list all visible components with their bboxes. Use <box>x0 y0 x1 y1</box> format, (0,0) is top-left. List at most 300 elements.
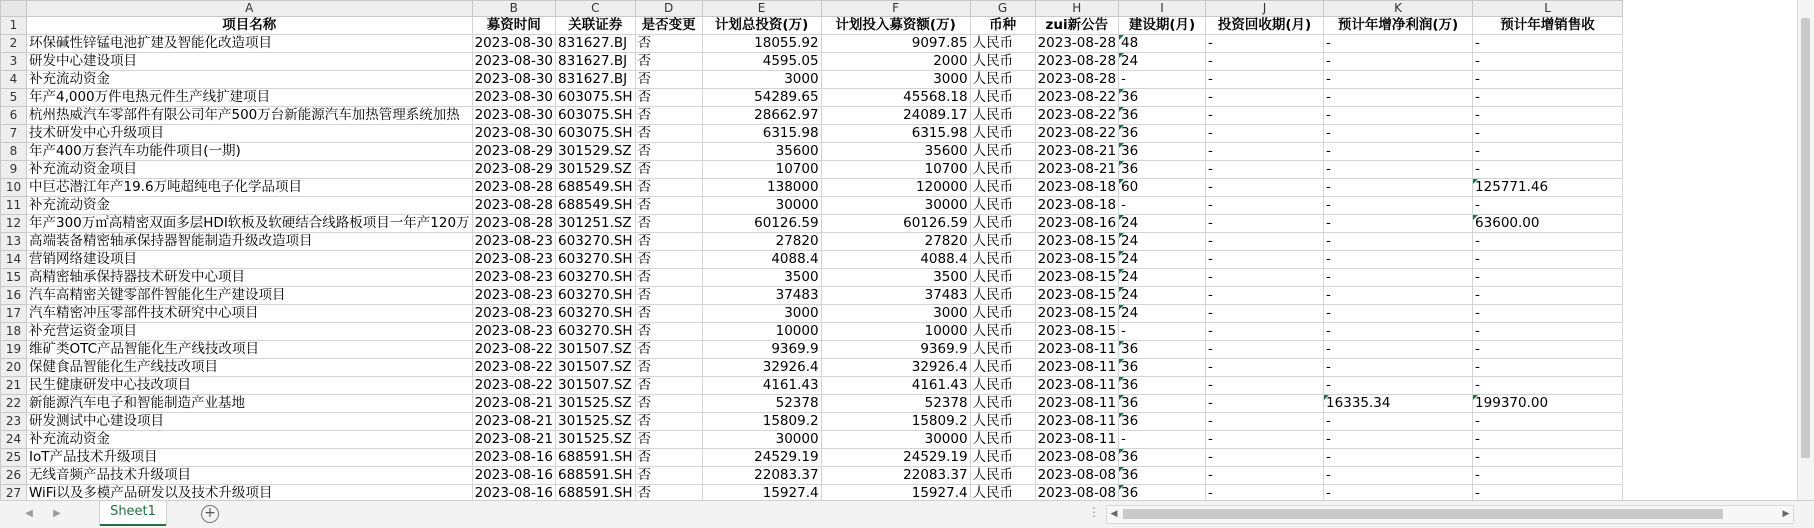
row-number[interactable]: 27 <box>1 485 27 501</box>
column-letter-d[interactable]: D <box>635 1 702 17</box>
table-cell[interactable]: 37483 <box>702 287 821 305</box>
table-cell[interactable]: 2023-08-29 <box>472 161 555 179</box>
table-cell[interactable]: 2023-08-30 <box>472 35 555 53</box>
column-header-cell[interactable]: 币种 <box>970 17 1035 35</box>
row-number[interactable]: 20 <box>1 359 27 377</box>
row-number[interactable]: 13 <box>1 233 27 251</box>
table-cell[interactable]: 36 <box>1119 107 1206 125</box>
table-cell[interactable]: 否 <box>635 53 702 71</box>
table-cell[interactable]: 603270.SH <box>556 323 636 341</box>
table-cell[interactable]: - <box>1473 431 1623 449</box>
table-cell[interactable]: 2023-08-23 <box>472 323 555 341</box>
table-cell[interactable]: 否 <box>635 197 702 215</box>
table-cell[interactable]: 民生健康研发中心技改项目 <box>27 377 473 395</box>
table-cell[interactable]: 人民币 <box>970 107 1035 125</box>
table-cell[interactable]: 2023-08-30 <box>472 71 555 89</box>
table-cell[interactable]: - <box>1324 53 1473 71</box>
column-letter-b[interactable]: B <box>472 1 555 17</box>
table-cell[interactable]: 人民币 <box>970 341 1035 359</box>
table-cell[interactable]: 2023-08-28 <box>472 197 555 215</box>
table-cell[interactable]: - <box>1324 449 1473 467</box>
table-cell[interactable]: - <box>1324 161 1473 179</box>
table-cell[interactable]: - <box>1324 467 1473 485</box>
table-cell[interactable]: - <box>1324 107 1473 125</box>
table-cell[interactable]: 2023-08-11 <box>1035 377 1118 395</box>
table-cell[interactable]: 199370.00 <box>1473 395 1623 413</box>
table-cell[interactable]: 688591.SH <box>556 467 636 485</box>
table-cell[interactable]: 人民币 <box>970 89 1035 107</box>
table-cell[interactable]: 否 <box>635 35 702 53</box>
table-cell[interactable]: 10700 <box>821 161 970 179</box>
table-cell[interactable]: 30000 <box>702 431 821 449</box>
table-cell[interactable]: 36 <box>1119 467 1206 485</box>
table-cell[interactable]: - <box>1473 89 1623 107</box>
table-cell[interactable]: 2023-08-28 <box>472 215 555 233</box>
table-cell[interactable]: 否 <box>635 413 702 431</box>
table-cell[interactable]: 人民币 <box>970 413 1035 431</box>
table-cell[interactable]: 技术研发中心升级项目 <box>27 125 473 143</box>
column-letter-c[interactable]: C <box>556 1 636 17</box>
table-cell[interactable]: 4088.4 <box>702 251 821 269</box>
table-cell[interactable]: 否 <box>635 143 702 161</box>
row-number[interactable]: 11 <box>1 197 27 215</box>
table-cell[interactable]: - <box>1324 377 1473 395</box>
table-cell[interactable]: 36 <box>1119 395 1206 413</box>
table-cell[interactable]: 120000 <box>821 179 970 197</box>
table-cell[interactable]: 52378 <box>821 395 970 413</box>
table-cell[interactable]: 人民币 <box>970 305 1035 323</box>
table-cell[interactable]: 603075.SH <box>556 89 636 107</box>
table-cell[interactable]: 36 <box>1119 359 1206 377</box>
table-cell[interactable]: - <box>1324 233 1473 251</box>
table-cell[interactable]: - <box>1206 467 1324 485</box>
table-cell[interactable]: 人民币 <box>970 449 1035 467</box>
table-cell[interactable]: 9369.9 <box>702 341 821 359</box>
table-cell[interactable]: 27820 <box>821 233 970 251</box>
table-cell[interactable]: 否 <box>635 161 702 179</box>
table-cell[interactable]: 32926.4 <box>702 359 821 377</box>
table-cell[interactable]: - <box>1206 485 1324 501</box>
table-cell[interactable]: 2023-08-18 <box>1035 197 1118 215</box>
row-number[interactable]: 23 <box>1 413 27 431</box>
table-cell[interactable]: 603270.SH <box>556 287 636 305</box>
table-cell[interactable]: 30000 <box>702 197 821 215</box>
table-cell[interactable]: 否 <box>635 377 702 395</box>
table-cell[interactable]: 否 <box>635 233 702 251</box>
table-cell[interactable]: 36 <box>1119 377 1206 395</box>
table-cell[interactable]: 52378 <box>702 395 821 413</box>
row-number[interactable]: 6 <box>1 107 27 125</box>
table-cell[interactable]: - <box>1473 269 1623 287</box>
table-cell[interactable]: - <box>1324 269 1473 287</box>
column-header-cell[interactable]: 是否变更 <box>635 17 702 35</box>
column-header-cell[interactable]: 计划投入募资额(万) <box>821 17 970 35</box>
table-cell[interactable]: 4595.05 <box>702 53 821 71</box>
row-number[interactable]: 7 <box>1 125 27 143</box>
table-cell[interactable]: 人民币 <box>970 143 1035 161</box>
table-cell[interactable]: 否 <box>635 395 702 413</box>
table-cell[interactable]: - <box>1119 197 1206 215</box>
table-cell[interactable]: 36 <box>1119 143 1206 161</box>
table-cell[interactable]: 48 <box>1119 35 1206 53</box>
table-cell[interactable]: 603270.SH <box>556 305 636 323</box>
table-cell[interactable]: 人民币 <box>970 377 1035 395</box>
table-cell[interactable]: 688549.SH <box>556 197 636 215</box>
table-cell[interactable]: 301529.SZ <box>556 161 636 179</box>
table-cell[interactable]: 30000 <box>821 197 970 215</box>
table-cell[interactable]: - <box>1473 467 1623 485</box>
table-cell[interactable]: - <box>1324 125 1473 143</box>
table-cell[interactable]: 3000 <box>821 71 970 89</box>
table-cell[interactable]: - <box>1473 53 1623 71</box>
table-cell[interactable]: 年产4,000万件电热元件生产线扩建项目 <box>27 89 473 107</box>
table-cell[interactable]: 36 <box>1119 449 1206 467</box>
table-cell[interactable]: 2023-08-22 <box>472 377 555 395</box>
table-cell[interactable]: 汽车精密冲压零部件技术研究中心项目 <box>27 305 473 323</box>
table-cell[interactable]: 人民币 <box>970 53 1035 71</box>
table-cell[interactable]: 2023-08-08 <box>1035 449 1118 467</box>
table-cell[interactable]: 45568.18 <box>821 89 970 107</box>
table-cell[interactable]: - <box>1206 449 1324 467</box>
table-cell[interactable]: 10000 <box>702 323 821 341</box>
table-cell[interactable]: 研发测试中心建设项目 <box>27 413 473 431</box>
table-cell[interactable]: 2023-08-16 <box>472 449 555 467</box>
table-cell[interactable]: 人民币 <box>970 269 1035 287</box>
row-number[interactable]: 25 <box>1 449 27 467</box>
table-cell[interactable]: 24 <box>1119 251 1206 269</box>
table-cell[interactable]: 3000 <box>821 305 970 323</box>
table-cell[interactable]: 否 <box>635 323 702 341</box>
table-cell[interactable]: 9369.9 <box>821 341 970 359</box>
column-letter-e[interactable]: E <box>702 1 821 17</box>
table-cell[interactable]: - <box>1324 431 1473 449</box>
table-cell[interactable]: 2023-08-15 <box>1035 287 1118 305</box>
table-cell[interactable]: 2023-08-22 <box>472 359 555 377</box>
column-header-cell[interactable]: zui新公告 <box>1035 17 1118 35</box>
table-cell[interactable]: - <box>1206 287 1324 305</box>
table-cell[interactable]: 高端装备精密轴承保持器智能制造升级改造项目 <box>27 233 473 251</box>
table-cell[interactable]: 2023-08-18 <box>1035 179 1118 197</box>
table-cell[interactable]: - <box>1206 125 1324 143</box>
table-cell[interactable]: 否 <box>635 287 702 305</box>
row-number[interactable]: 9 <box>1 161 27 179</box>
table-cell[interactable]: - <box>1206 251 1324 269</box>
table-cell[interactable]: 35600 <box>702 143 821 161</box>
table-cell[interactable]: 人民币 <box>970 431 1035 449</box>
table-cell[interactable]: 603270.SH <box>556 269 636 287</box>
table-cell[interactable]: 10700 <box>702 161 821 179</box>
table-cell[interactable]: 35600 <box>821 143 970 161</box>
table-cell[interactable]: 否 <box>635 71 702 89</box>
table-cell[interactable]: 36 <box>1119 125 1206 143</box>
table-cell[interactable]: 301251.SZ <box>556 215 636 233</box>
table-cell[interactable]: - <box>1473 161 1623 179</box>
table-cell[interactable]: 36 <box>1119 413 1206 431</box>
table-cell[interactable]: 27820 <box>702 233 821 251</box>
table-cell[interactable]: 301507.SZ <box>556 341 636 359</box>
table-cell[interactable]: 36 <box>1119 89 1206 107</box>
table-cell[interactable]: 18055.92 <box>702 35 821 53</box>
column-header-cell[interactable]: 关联证券 <box>556 17 636 35</box>
tab-prev-arrow-icon[interactable]: ◀ <box>25 508 33 519</box>
table-cell[interactable]: 831627.BJ <box>556 71 636 89</box>
scroll-right-arrow-icon[interactable]: ▶ <box>1782 509 1790 519</box>
table-cell[interactable]: 10000 <box>821 323 970 341</box>
table-cell[interactable]: 2023-08-21 <box>472 431 555 449</box>
table-cell[interactable]: 2023-08-22 <box>1035 107 1118 125</box>
table-cell[interactable]: 否 <box>635 341 702 359</box>
table-cell[interactable]: 2023-08-30 <box>472 89 555 107</box>
table-cell[interactable]: 30000 <box>821 431 970 449</box>
table-cell[interactable]: 301529.SZ <box>556 143 636 161</box>
table-cell[interactable]: 否 <box>635 125 702 143</box>
table-cell[interactable]: 15927.4 <box>821 485 970 501</box>
table-cell[interactable]: - <box>1473 197 1623 215</box>
table-cell[interactable]: - <box>1206 53 1324 71</box>
table-cell[interactable]: 2023-08-11 <box>1035 395 1118 413</box>
table-cell[interactable]: 2023-08-22 <box>1035 125 1118 143</box>
table-cell[interactable]: 2023-08-15 <box>1035 251 1118 269</box>
column-header-cell[interactable]: 计划总投资(万) <box>702 17 821 35</box>
table-cell[interactable]: - <box>1473 107 1623 125</box>
column-letter-g[interactable]: G <box>970 1 1035 17</box>
table-cell[interactable]: IoT产品技术升级项目 <box>27 449 473 467</box>
table-cell[interactable]: 人民币 <box>970 485 1035 501</box>
table-cell[interactable]: 环保碱性锌锰电池扩建及智能化改造项目 <box>27 35 473 53</box>
table-cell[interactable]: 2023-08-23 <box>472 305 555 323</box>
table-cell[interactable]: 研发中心建设项目 <box>27 53 473 71</box>
table-cell[interactable]: 2023-08-21 <box>1035 143 1118 161</box>
table-cell[interactable]: - <box>1324 485 1473 501</box>
table-cell[interactable]: - <box>1324 143 1473 161</box>
table-cell[interactable]: 否 <box>635 215 702 233</box>
row-number[interactable]: 18 <box>1 323 27 341</box>
table-cell[interactable]: 60126.59 <box>702 215 821 233</box>
table-cell[interactable]: 杭州热威汽车零部件有限公司年产500万台新能源汽车加热管理系统加热 <box>27 107 473 125</box>
table-cell[interactable]: 2023-08-21 <box>472 413 555 431</box>
table-cell[interactable]: 否 <box>635 251 702 269</box>
row-number[interactable]: 1 <box>1 17 27 35</box>
table-cell[interactable]: 2023-08-30 <box>472 125 555 143</box>
table-cell[interactable]: - <box>1473 341 1623 359</box>
table-cell[interactable]: 人民币 <box>970 197 1035 215</box>
scroll-left-arrow-icon[interactable]: ◀ <box>1110 509 1118 519</box>
table-cell[interactable]: - <box>1473 359 1623 377</box>
table-cell[interactable]: 9097.85 <box>821 35 970 53</box>
table-cell[interactable]: 否 <box>635 89 702 107</box>
table-cell[interactable]: 16335.34 <box>1324 395 1473 413</box>
table-cell[interactable]: 2023-08-15 <box>1035 305 1118 323</box>
column-letter-a[interactable]: A <box>27 1 473 17</box>
column-letter-h[interactable]: H <box>1035 1 1118 17</box>
row-number[interactable]: 22 <box>1 395 27 413</box>
table-cell[interactable]: - <box>1324 413 1473 431</box>
table-cell[interactable]: 301507.SZ <box>556 377 636 395</box>
row-number[interactable]: 5 <box>1 89 27 107</box>
table-cell[interactable]: 831627.BJ <box>556 53 636 71</box>
table-cell[interactable]: - <box>1206 71 1324 89</box>
table-cell[interactable]: 年产400万套汽车功能件项目(一期) <box>27 143 473 161</box>
table-cell[interactable]: - <box>1324 35 1473 53</box>
table-cell[interactable]: 4088.4 <box>821 251 970 269</box>
table-cell[interactable]: 28662.97 <box>702 107 821 125</box>
table-cell[interactable]: 15809.2 <box>821 413 970 431</box>
table-cell[interactable]: 301525.SZ <box>556 431 636 449</box>
row-number[interactable]: 12 <box>1 215 27 233</box>
table-cell[interactable]: - <box>1324 359 1473 377</box>
table-cell[interactable]: - <box>1206 89 1324 107</box>
table-cell[interactable]: - <box>1206 395 1324 413</box>
table-cell[interactable]: 688549.SH <box>556 179 636 197</box>
table-cell[interactable]: - <box>1473 323 1623 341</box>
table-cell[interactable]: 2023-08-08 <box>1035 467 1118 485</box>
table-cell[interactable]: 年产300万㎡高精密双面多层HDI软板及软硬结合线路板项目一年产120万 <box>27 215 473 233</box>
table-cell[interactable]: 125771.46 <box>1473 179 1623 197</box>
table-cell[interactable]: 否 <box>635 305 702 323</box>
table-cell[interactable]: - <box>1206 197 1324 215</box>
table-cell[interactable]: - <box>1206 377 1324 395</box>
column-header-cell[interactable]: 募资时间 <box>472 17 555 35</box>
table-cell[interactable]: 688591.SH <box>556 485 636 501</box>
column-letter-j[interactable]: J <box>1206 1 1324 17</box>
table-cell[interactable]: 2023-08-29 <box>472 143 555 161</box>
table-cell[interactable]: - <box>1206 269 1324 287</box>
row-number[interactable]: 21 <box>1 377 27 395</box>
table-cell[interactable]: 24 <box>1119 53 1206 71</box>
table-cell[interactable]: 2023-08-30 <box>472 53 555 71</box>
table-cell[interactable]: 688591.SH <box>556 449 636 467</box>
table-cell[interactable]: - <box>1324 287 1473 305</box>
table-cell[interactable]: - <box>1324 89 1473 107</box>
table-cell[interactable]: 人民币 <box>970 215 1035 233</box>
table-cell[interactable]: 中巨芯潜江年产19.6万吨超纯电子化学品项目 <box>27 179 473 197</box>
table-cell[interactable]: 2023-08-15 <box>1035 323 1118 341</box>
table-cell[interactable]: - <box>1473 35 1623 53</box>
table-cell[interactable]: - <box>1473 233 1623 251</box>
table-cell[interactable]: 63600.00 <box>1473 215 1623 233</box>
table-cell[interactable]: - <box>1206 359 1324 377</box>
table-cell[interactable]: 人民币 <box>970 359 1035 377</box>
table-cell[interactable]: 保健食品智能化生产线技改项目 <box>27 359 473 377</box>
table-cell[interactable]: 15809.2 <box>702 413 821 431</box>
table-cell[interactable]: - <box>1324 71 1473 89</box>
table-cell[interactable]: - <box>1473 413 1623 431</box>
table-cell[interactable]: 2023-08-28 <box>1035 35 1118 53</box>
table-cell[interactable]: 人民币 <box>970 395 1035 413</box>
table-cell[interactable]: 2023-08-22 <box>472 341 555 359</box>
table-cell[interactable]: - <box>1206 179 1324 197</box>
table-cell[interactable]: 否 <box>635 107 702 125</box>
table-cell[interactable]: - <box>1206 305 1324 323</box>
table-cell[interactable]: 否 <box>635 269 702 287</box>
table-cell[interactable]: 2023-08-08 <box>1035 485 1118 501</box>
table-cell[interactable]: - <box>1473 449 1623 467</box>
table-cell[interactable]: 人民币 <box>970 233 1035 251</box>
table-cell[interactable]: - <box>1324 251 1473 269</box>
row-number[interactable]: 19 <box>1 341 27 359</box>
table-cell[interactable]: 603075.SH <box>556 125 636 143</box>
table-cell[interactable]: 否 <box>635 179 702 197</box>
table-cell[interactable]: - <box>1473 71 1623 89</box>
table-cell[interactable]: - <box>1119 431 1206 449</box>
table-cell[interactable]: 831627.BJ <box>556 35 636 53</box>
table-cell[interactable]: 60 <box>1119 179 1206 197</box>
table-cell[interactable]: - <box>1473 485 1623 501</box>
table-cell[interactable]: 603075.SH <box>556 107 636 125</box>
table-cell[interactable]: 603270.SH <box>556 251 636 269</box>
table-cell[interactable]: 6315.98 <box>821 125 970 143</box>
row-number[interactable]: 15 <box>1 269 27 287</box>
table-cell[interactable]: - <box>1324 215 1473 233</box>
table-cell[interactable]: 营销网络建设项目 <box>27 251 473 269</box>
column-letter-k[interactable]: K <box>1324 1 1473 17</box>
table-cell[interactable]: 2023-08-28 <box>472 179 555 197</box>
table-cell[interactable]: - <box>1473 377 1623 395</box>
table-cell[interactable]: - <box>1206 323 1324 341</box>
table-cell[interactable]: 301507.SZ <box>556 359 636 377</box>
table-cell[interactable]: - <box>1473 287 1623 305</box>
table-cell[interactable]: 否 <box>635 359 702 377</box>
table-cell[interactable]: 否 <box>635 485 702 501</box>
horizontal-scroll-thumb[interactable] <box>1123 509 1723 519</box>
table-cell[interactable]: 60126.59 <box>821 215 970 233</box>
table-cell[interactable]: 否 <box>635 467 702 485</box>
table-cell[interactable]: 4161.43 <box>702 377 821 395</box>
table-cell[interactable]: 无线音频产品技术升级项目 <box>27 467 473 485</box>
table-cell[interactable]: 2023-08-22 <box>1035 89 1118 107</box>
table-cell[interactable]: 2023-08-11 <box>1035 341 1118 359</box>
table-cell[interactable]: 人民币 <box>970 179 1035 197</box>
table-cell[interactable]: 301525.SZ <box>556 395 636 413</box>
table-cell[interactable]: 2023-08-21 <box>1035 161 1118 179</box>
table-cell[interactable]: 补充流动资金项目 <box>27 161 473 179</box>
table-cell[interactable]: 37483 <box>821 287 970 305</box>
table-cell[interactable]: 2023-08-23 <box>472 233 555 251</box>
table-cell[interactable]: - <box>1206 215 1324 233</box>
table-cell[interactable]: - <box>1324 341 1473 359</box>
table-cell[interactable]: - <box>1206 413 1324 431</box>
table-cell[interactable]: 22083.37 <box>821 467 970 485</box>
table-cell[interactable]: 22083.37 <box>702 467 821 485</box>
row-number[interactable]: 17 <box>1 305 27 323</box>
select-all-corner[interactable] <box>1 1 27 17</box>
table-cell[interactable]: 36 <box>1119 161 1206 179</box>
table-cell[interactable]: 人民币 <box>970 71 1035 89</box>
table-cell[interactable]: 否 <box>635 449 702 467</box>
table-cell[interactable]: - <box>1473 125 1623 143</box>
table-cell[interactable]: - <box>1206 431 1324 449</box>
table-cell[interactable]: 603270.SH <box>556 233 636 251</box>
table-cell[interactable]: - <box>1206 341 1324 359</box>
table-cell[interactable]: 人民币 <box>970 323 1035 341</box>
table-cell[interactable]: 3000 <box>702 71 821 89</box>
table-cell[interactable]: 2023-08-23 <box>472 251 555 269</box>
table-cell[interactable]: 3500 <box>702 269 821 287</box>
table-cell[interactable]: 2023-08-28 <box>1035 71 1118 89</box>
table-cell[interactable]: - <box>1324 305 1473 323</box>
table-cell[interactable]: 2023-08-21 <box>472 395 555 413</box>
table-cell[interactable]: 24 <box>1119 233 1206 251</box>
horizontal-scrollbar[interactable] <box>1106 505 1794 524</box>
table-cell[interactable]: 人民币 <box>970 287 1035 305</box>
tab-next-arrow-icon[interactable]: ▶ <box>53 508 61 519</box>
row-number[interactable]: 24 <box>1 431 27 449</box>
table-cell[interactable]: 补充营运资金项目 <box>27 323 473 341</box>
table-cell[interactable]: 24 <box>1119 287 1206 305</box>
table-cell[interactable]: WiFi以及多模产品研发以及技术升级项目 <box>27 485 473 501</box>
table-cell[interactable]: 2023-08-30 <box>472 107 555 125</box>
table-cell[interactable]: 补充流动资金 <box>27 431 473 449</box>
